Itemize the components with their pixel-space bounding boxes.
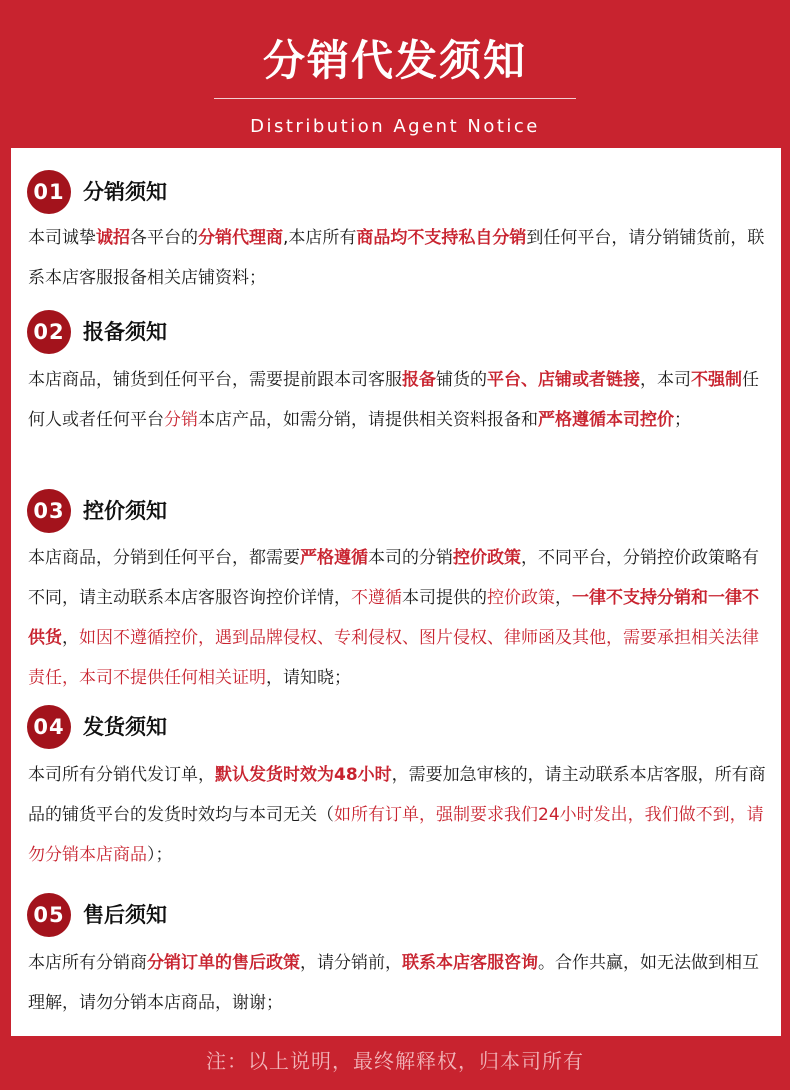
body-text: ，请分销前， [300,953,402,973]
section-distribution [11,170,781,288]
body-text: ， [555,588,572,608]
highlight-text: 如因不遵循控价，遇到品牌侵权、专利侵权、图片侵权、律师函及其他，需要承担相关法律责任，本司不提供任何相关证明 [28,628,759,688]
highlight-text: 分销 [164,410,198,430]
body-text: ，本司 [640,370,691,390]
highlight-text: 不遵循 [351,588,402,608]
highlight-text: 控价政策 [487,588,555,608]
body-text: 铺货的 [436,370,487,390]
body-text: 到任何平台，请分销铺货前，联系本店客服报备相关店铺资料； [28,228,765,288]
highlight-text: 一律不支持分销和一律不供货 [28,588,759,648]
body-text: ，请知晓； [266,668,351,688]
body-text: 本店商品，分销到任何平台，都需要 [28,548,300,568]
section-registration [11,310,781,430]
body-text: 本店商品，铺货到任何平台，需要提前跟本司客服 [28,370,402,390]
section-title: 报备须知 [83,320,167,344]
highlight-text: 分销代理商 [198,228,283,248]
highlight-text: 严格遵循 [300,548,368,568]
section-header [11,170,781,214]
page-subtitle: Distribution Agent Notice [250,116,540,137]
body-text: ，需要加急审核的，请主动联系本店客服，所有商品的铺货平台的发货时效均与本司无关（ [28,765,766,825]
highlight-text: 报备 [402,370,436,390]
section-price-control [11,489,781,688]
highlight-text: 平台、店铺或者链接 [487,370,640,390]
footer-note: 注：以上说明，最终解释权，归本司所有 [206,1049,584,1073]
section-shipping [11,705,781,865]
section-body [28,943,768,1023]
section-body [28,755,768,875]
section-title: 分销须知 [83,180,167,204]
section-number-badge: 03 [27,489,71,533]
section-header [11,310,781,354]
title-divider [214,98,576,99]
section-title: 控价须知 [83,499,167,523]
body-text: ,本店所有 [283,228,357,248]
body-text: ； [674,410,691,430]
section-number-badge: 02 [27,310,71,354]
body-text: 本店产品，如需分销，请提供相关资料报备和 [198,410,538,430]
body-text: 本司提供的 [402,588,487,608]
section-number-badge: 04 [27,705,71,749]
body-text: 。合作共赢，如无法做到相互理解，请勿分销本店商品，谢谢； [28,953,759,1013]
section-after-sales [11,893,781,1013]
highlight-text: 默认发货时效为48小时 [215,765,392,785]
section-number-badge: 05 [27,893,71,937]
body-text: 本店所有分销商 [28,953,147,973]
body-text: 各平台的 [130,228,198,248]
highlight-text: 如所有订单，强制要求我们24小时发出，我们做不到，请勿分销本店商品 [28,805,764,865]
body-text: ）； [147,845,173,865]
section-header [11,893,781,937]
section-number-badge: 01 [27,170,71,214]
body-text: ，不同平台，分销控价政策略有不同，请主动联系本店客服咨询控价详情， [28,548,759,608]
section-body [28,218,768,298]
notice-panel [11,148,781,1036]
highlight-text: 商品均不支持私自分销 [356,228,527,248]
header [0,0,790,148]
section-header [11,489,781,533]
section-body [28,360,768,440]
section-title: 发货须知 [83,715,167,739]
highlight-text: 控价政策 [453,548,521,568]
page-title: 分销代发须知 [262,36,527,85]
section-header [11,705,781,749]
highlight-text: 分销订单的售后政策 [147,953,300,973]
body-text: 本司所有分销代发订单， [28,765,215,785]
body-text: 本司的分销 [368,548,453,568]
body-text: 本司诚挚 [28,228,96,248]
highlight-text: 诚招 [96,228,130,248]
body-text: ， [62,628,79,648]
highlight-text: 联系本店客服咨询 [402,953,538,973]
section-body [28,538,768,698]
section-title: 售后须知 [83,903,167,927]
body-text: 任何人或者任何平台 [28,370,759,430]
highlight-text: 不强制 [691,370,742,390]
highlight-text: 严格遵循本司控价 [538,410,674,430]
